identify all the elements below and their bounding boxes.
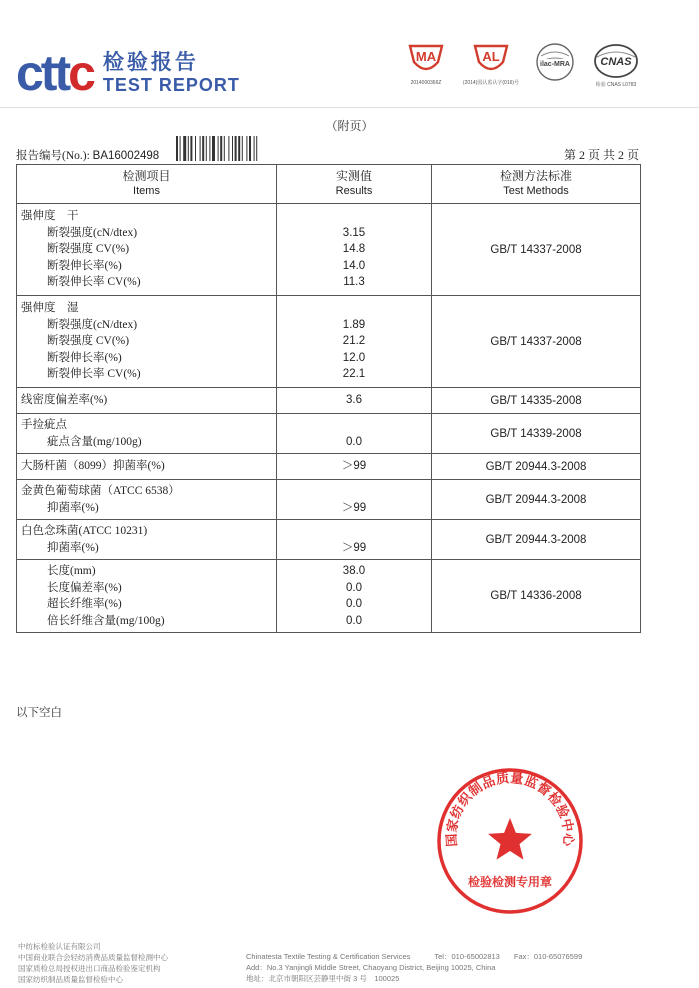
item-subline: 断裂强度(cN/dtex) xyxy=(47,318,138,331)
table-row xyxy=(17,454,641,480)
ilac-mra-logo xyxy=(530,42,580,82)
svg-text:MA: MA xyxy=(415,49,437,64)
footer-contact xyxy=(246,951,582,984)
item-subline: 倍长纤维含量(mg/100g) xyxy=(47,614,165,627)
item-subline: 长度(mm) xyxy=(47,565,96,577)
item-cell xyxy=(17,388,277,414)
header-results: 实测值 Results xyxy=(277,165,432,204)
footer-org-en: Chinatesta Textile Testing & Certification Services xyxy=(246,952,411,961)
item-cell xyxy=(17,480,277,520)
report-title-en: TEST REPORT xyxy=(102,75,240,95)
cttc-logo-mark: cttc xyxy=(16,45,93,101)
result-value: 14.0 xyxy=(342,259,366,272)
results-table xyxy=(16,164,641,633)
result-value: 3.6 xyxy=(346,394,362,407)
result-value: 11.3 xyxy=(343,276,365,289)
table-row xyxy=(17,560,641,633)
svg-text:检验检测专用章: 检验检测专用章 xyxy=(467,875,553,889)
item-subline: 断裂伸长率(%) xyxy=(47,351,122,364)
item-cell xyxy=(17,296,277,388)
result-value: 22.1 xyxy=(342,368,366,381)
item-title: 大肠杆菌（8099）抑菌率(%) xyxy=(21,460,165,473)
report-number-value: BA16002498 xyxy=(92,150,160,162)
result-cell xyxy=(277,388,432,414)
result-value: 0.0 xyxy=(346,598,362,610)
table-row xyxy=(17,520,641,560)
result-value: 0.0 xyxy=(346,581,362,594)
header-methods: 检测方法标准 Test Methods xyxy=(432,165,641,204)
method-cell: GB/T 14337-2008 xyxy=(432,296,641,388)
method-cell: GB/T 14337-2008 xyxy=(432,204,641,296)
result-value: ＞99 xyxy=(341,501,367,514)
result-value: 1.89 xyxy=(342,318,366,331)
result-value: 38.0 xyxy=(342,565,366,577)
item-subline: 超长纤维率(%) xyxy=(47,598,122,610)
result-value: ＞99 xyxy=(341,460,367,473)
result-cell xyxy=(277,520,432,560)
item-subline: 抑菌率(%) xyxy=(47,501,99,514)
item-subline: 断裂伸长率 CV(%) xyxy=(47,368,141,381)
result-value: 12.0 xyxy=(342,351,366,364)
result-cell xyxy=(277,296,432,388)
item-subline: 断裂伸长率 CV(%) xyxy=(47,276,141,289)
footer-address-cn: 地址：北京市朝阳区芸静里中街 3 号 100025 xyxy=(246,974,400,983)
cma-logo: MA 2014000366Z xyxy=(398,42,454,86)
result-value: ＞99 xyxy=(341,541,367,554)
header-items: 检测项目 Items xyxy=(17,165,277,204)
page-info: 第 2 页 共 2 页 xyxy=(563,148,639,162)
result-cell xyxy=(277,560,432,633)
item-cell xyxy=(17,414,277,454)
item-subline: 断裂强度 CV(%) xyxy=(47,335,130,348)
blank-below-note: 以下空白 xyxy=(16,707,62,719)
method-cell: GB/T 20944.3-2008 xyxy=(432,480,641,520)
method-cell: GB/T 20944.3-2008 xyxy=(432,520,641,560)
result-value: 21.2 xyxy=(342,335,366,348)
item-subline: 抑菌率(%) xyxy=(47,541,99,554)
item-cell xyxy=(17,204,277,296)
item-subline: 断裂伸长率(%) xyxy=(47,259,122,272)
result-cell xyxy=(277,454,432,480)
item-title: 白色念珠菌(ATCC 10231) xyxy=(21,525,148,537)
result-value: 0.0 xyxy=(346,614,362,627)
footer-organizations: 中纺标检验认证有限公司 中国商业联合会轻纺消费品质量监督检测中心 国家质检总局授权进出口商品检验鉴定机构 国家纺织制品质量监督检验中心 xyxy=(18,942,168,984)
item-cell xyxy=(17,520,277,560)
table-row xyxy=(17,388,641,414)
cal-logo: AL (2014)国认监认字(016)号 xyxy=(460,42,522,86)
svg-text:AL: AL xyxy=(482,49,500,64)
table-row xyxy=(17,296,641,388)
item-subline: 断裂强度(cN/dtex) xyxy=(47,226,138,239)
item-title: 强伸度 干 xyxy=(21,210,79,223)
svg-text:国家纺织制品质量监督检验中心: 国家纺织制品质量监督检验中心 xyxy=(444,771,576,848)
item-subline: 疵点含量(mg/100g) xyxy=(47,435,142,448)
item-title: 强伸度 湿 xyxy=(21,302,79,315)
report-title-cn: 检验报告 xyxy=(102,51,199,74)
result-value: 14.8 xyxy=(342,243,366,256)
table-row xyxy=(17,414,641,454)
item-title: 线密度偏差率(%) xyxy=(21,394,108,407)
footer-fax: Fax：010-65076599 xyxy=(513,952,583,961)
official-seal-stamp xyxy=(434,765,586,917)
result-cell xyxy=(277,204,432,296)
table-row xyxy=(17,204,641,296)
footer-address-en: Add：No.3 Yanjingli Middle Street, Chaoyang District, Beijing 10025, China xyxy=(246,963,496,972)
method-cell: GB/T 14339-2008 xyxy=(432,414,641,454)
brand-logo xyxy=(16,45,240,101)
brand-text xyxy=(103,51,240,95)
cnas-logo: CNAS 检验 CNAS L0783 xyxy=(588,42,644,88)
svg-text:CNAS: CNAS xyxy=(600,56,632,68)
report-number: 报告编号(No.): BA16002498 xyxy=(16,150,160,162)
item-cell xyxy=(17,560,277,633)
item-subline: 断裂强度 CV(%) xyxy=(47,243,130,256)
item-cell xyxy=(17,454,277,480)
table-row xyxy=(17,480,641,520)
svg-text:ilac-MRA: ilac-MRA xyxy=(540,61,570,68)
appendix-label: （附页） xyxy=(325,119,374,133)
footer-tel: Tel：010-65002813 xyxy=(434,952,500,961)
barcode xyxy=(176,136,316,161)
accreditation-logos xyxy=(398,42,644,98)
header-divider xyxy=(0,107,699,108)
result-cell xyxy=(277,480,432,520)
item-title: 手捡疵点 xyxy=(21,419,67,431)
result-value: 0.0 xyxy=(346,435,362,448)
method-cell: GB/T 14335-2008 xyxy=(432,388,641,414)
result-cell xyxy=(277,414,432,454)
method-cell: GB/T 20944.3-2008 xyxy=(432,454,641,480)
table-header-row xyxy=(17,165,641,204)
method-cell: GB/T 14336-2008 xyxy=(432,560,641,633)
result-value: 3.15 xyxy=(342,226,366,239)
item-subline: 长度偏差率(%) xyxy=(47,581,122,594)
item-title: 金黄色葡萄球菌（ATCC 6538） xyxy=(21,485,180,497)
